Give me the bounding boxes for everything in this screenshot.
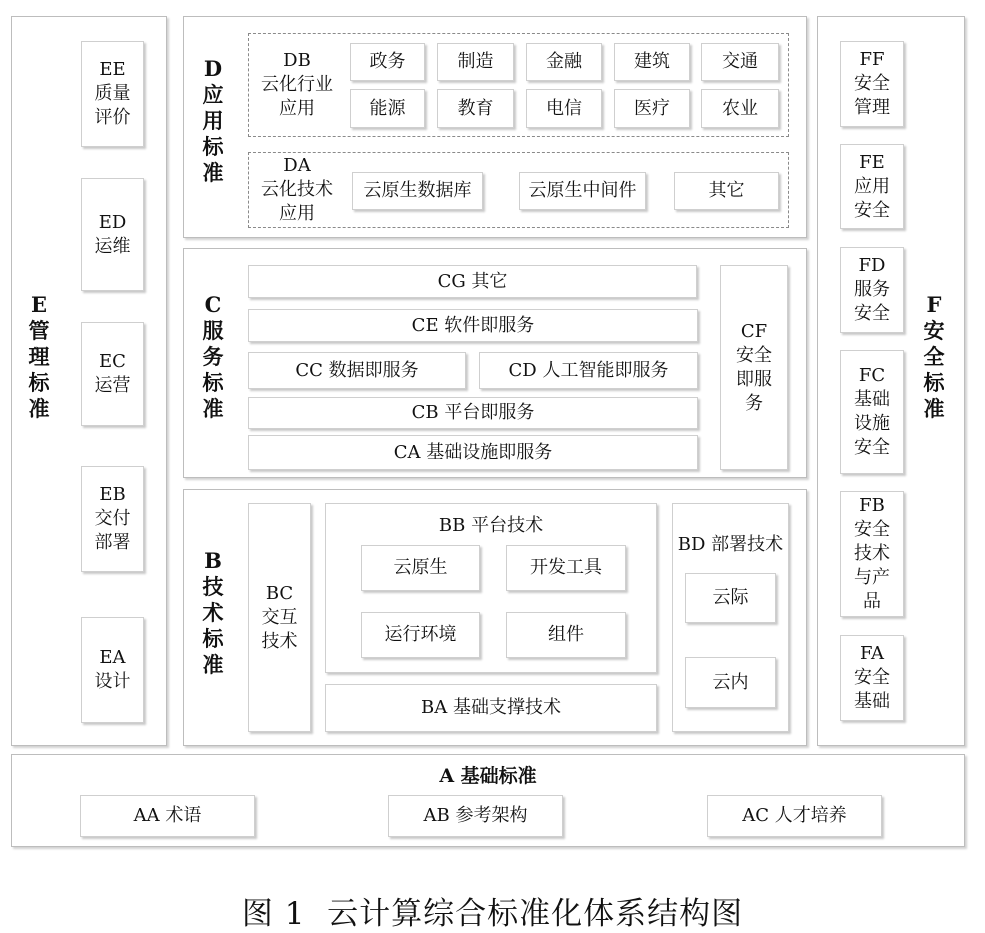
cf-secaas-box xyxy=(720,265,788,470)
box-line: 安全 xyxy=(854,667,890,688)
box-line: FB xyxy=(859,495,885,516)
d-title-char: 应 xyxy=(202,82,224,107)
label-line: 云化行业 xyxy=(261,74,333,95)
f-title-char: F xyxy=(926,292,942,317)
box-line: 安全 xyxy=(736,344,772,366)
box-line: ED xyxy=(98,211,127,233)
box-line: 安全 xyxy=(854,519,890,540)
c-title-char: 标 xyxy=(202,370,224,395)
e-title-char: 标 xyxy=(28,370,50,395)
ff-security-management-box xyxy=(840,41,904,127)
box-line: 交互 xyxy=(261,606,298,628)
f-title-char: 准 xyxy=(923,396,945,421)
ac-talent-cultivation-box: AC 人才培养 xyxy=(707,795,882,837)
e-title-char: 准 xyxy=(28,396,50,421)
da-item-cloud-native-middleware: 云原生中间件 xyxy=(519,172,646,210)
box-line: 服务 xyxy=(854,279,890,300)
box-line: FD xyxy=(858,255,886,276)
box-line: 运维 xyxy=(94,235,131,257)
bd-item-intra-cloud: 云内 xyxy=(685,657,776,708)
fe-application-security-box xyxy=(840,144,904,229)
box-line: 技术 xyxy=(854,543,890,564)
da-item-cloud-native-database: 云原生数据库 xyxy=(352,172,483,210)
figure-caption: 图 1 云计算综合标准化体系结构图 xyxy=(241,896,744,932)
f-title-char: 全 xyxy=(923,344,945,369)
fd-service-security-box xyxy=(840,247,904,333)
ec-operation-box xyxy=(81,322,144,426)
label-line: 应用 xyxy=(279,98,315,119)
box-line: 基础 xyxy=(854,389,890,410)
db-item-agriculture: 农业 xyxy=(701,89,779,128)
db-item-telecom: 电信 xyxy=(526,89,602,128)
box-line: 基础 xyxy=(854,691,890,712)
eb-delivery-deployment-box xyxy=(81,466,144,572)
aa-terminology-box: AA 术语 xyxy=(80,795,255,837)
box-line: 安全 xyxy=(854,73,890,94)
label-line: 云化技术 xyxy=(261,179,333,200)
ea-design-box xyxy=(81,617,144,723)
box-line: 即服 xyxy=(736,368,772,390)
f-panel-title xyxy=(919,292,949,422)
box-line: 管理 xyxy=(854,97,890,118)
bb-item-cloud-native: 云原生 xyxy=(361,545,480,591)
label-line: 应用 xyxy=(279,203,315,224)
box-line: FE xyxy=(859,151,885,173)
e-panel-title xyxy=(24,292,54,422)
box-line: CF xyxy=(740,320,768,342)
da-label xyxy=(252,152,342,228)
box-line: 质量 xyxy=(94,83,131,104)
box-line: 应用 xyxy=(854,175,890,197)
bb-item-runtime-env: 运行环境 xyxy=(361,612,480,658)
box-line: 安全 xyxy=(854,303,890,324)
ba-basic-support-tech-box: BA 基础支撑技术 xyxy=(325,684,657,732)
box-line: 设施 xyxy=(854,413,890,434)
cb-paas-box: CB 平台即服务 xyxy=(248,397,698,429)
b-title-char: 标 xyxy=(202,626,224,651)
f-title-char: 标 xyxy=(923,370,945,395)
bd-title: BD 部署技术 xyxy=(677,534,784,555)
bb-item-components: 组件 xyxy=(506,612,626,658)
d-title-char: D xyxy=(203,56,223,81)
box-line: 与产 xyxy=(854,567,890,588)
c-title-char: 务 xyxy=(202,344,224,369)
cc-daas-box: CC 数据即服务 xyxy=(248,352,466,389)
e-title-char: E xyxy=(30,292,47,317)
bc-interaction-tech-box xyxy=(248,503,311,732)
box-line: 交付 xyxy=(94,508,131,529)
b-title-char: B xyxy=(204,548,222,573)
box-line: EA xyxy=(99,647,126,668)
bb-title: BB 平台技术 xyxy=(438,515,544,536)
db-item-manufacturing: 制造 xyxy=(437,43,514,81)
ca-iaas-box: CA 基础设施即服务 xyxy=(248,435,698,470)
e-title-char: 理 xyxy=(28,344,50,369)
fa-security-foundation-box xyxy=(840,635,904,721)
cg-other-box: CG 其它 xyxy=(248,265,697,298)
c-title-char: 服 xyxy=(202,318,224,343)
da-item-other: 其它 xyxy=(674,172,779,210)
b-title-char: 术 xyxy=(202,600,224,625)
box-line: BC xyxy=(265,582,294,604)
db-item-education: 教育 xyxy=(437,89,514,128)
ab-reference-architecture-box: AB 参考架构 xyxy=(388,795,563,837)
e-title-char: 管 xyxy=(28,318,50,343)
box-line: EE xyxy=(99,59,126,80)
a-panel-title: A 基础标准 xyxy=(439,764,537,787)
d-title-char: 用 xyxy=(202,108,224,133)
d-title-char: 准 xyxy=(202,160,224,185)
cd-aiaas-box: CD 人工智能即服务 xyxy=(479,352,698,389)
c-title-char: 准 xyxy=(202,396,224,421)
fc-infrastructure-security-box xyxy=(840,350,904,474)
box-line: FF xyxy=(859,49,885,70)
d-panel-title xyxy=(198,56,228,186)
db-item-government: 政务 xyxy=(350,43,425,81)
box-line: 安全 xyxy=(854,437,890,458)
ed-operation-maintenance-box xyxy=(81,178,144,291)
box-line: 部署 xyxy=(94,532,131,553)
db-item-transportation: 交通 xyxy=(701,43,779,81)
label-line: DA xyxy=(283,155,311,176)
box-line: 务 xyxy=(745,392,763,414)
db-label xyxy=(252,44,342,126)
b-title-char: 准 xyxy=(202,652,224,677)
ee-quality-evaluation-box xyxy=(81,41,144,147)
box-line: 品 xyxy=(863,591,881,612)
box-line: EB xyxy=(99,484,126,505)
box-line: 设计 xyxy=(94,671,131,692)
f-title-char: 安 xyxy=(923,318,945,343)
db-item-energy: 能源 xyxy=(350,89,425,128)
box-line: 评价 xyxy=(94,107,131,128)
box-line: 安全 xyxy=(854,199,890,221)
box-line: FC xyxy=(858,365,886,386)
box-line: 运营 xyxy=(94,375,131,396)
ce-saas-box: CE 软件即服务 xyxy=(248,309,698,342)
bd-item-inter-cloud: 云际 xyxy=(685,573,776,623)
fb-security-tech-products-box xyxy=(840,491,904,617)
db-item-healthcare: 医疗 xyxy=(614,89,690,128)
box-line: 技术 xyxy=(261,630,298,652)
db-item-finance: 金融 xyxy=(526,43,602,81)
box-line: EC xyxy=(99,351,126,372)
b-title-char: 技 xyxy=(202,574,224,599)
bb-item-dev-tools: 开发工具 xyxy=(506,545,626,591)
box-line: FA xyxy=(860,643,884,664)
c-panel-title xyxy=(198,292,228,422)
b-panel-title xyxy=(198,548,228,678)
db-item-construction: 建筑 xyxy=(614,43,690,81)
label-line: DB xyxy=(283,50,311,71)
c-title-char: C xyxy=(204,292,222,317)
d-title-char: 标 xyxy=(202,134,224,159)
